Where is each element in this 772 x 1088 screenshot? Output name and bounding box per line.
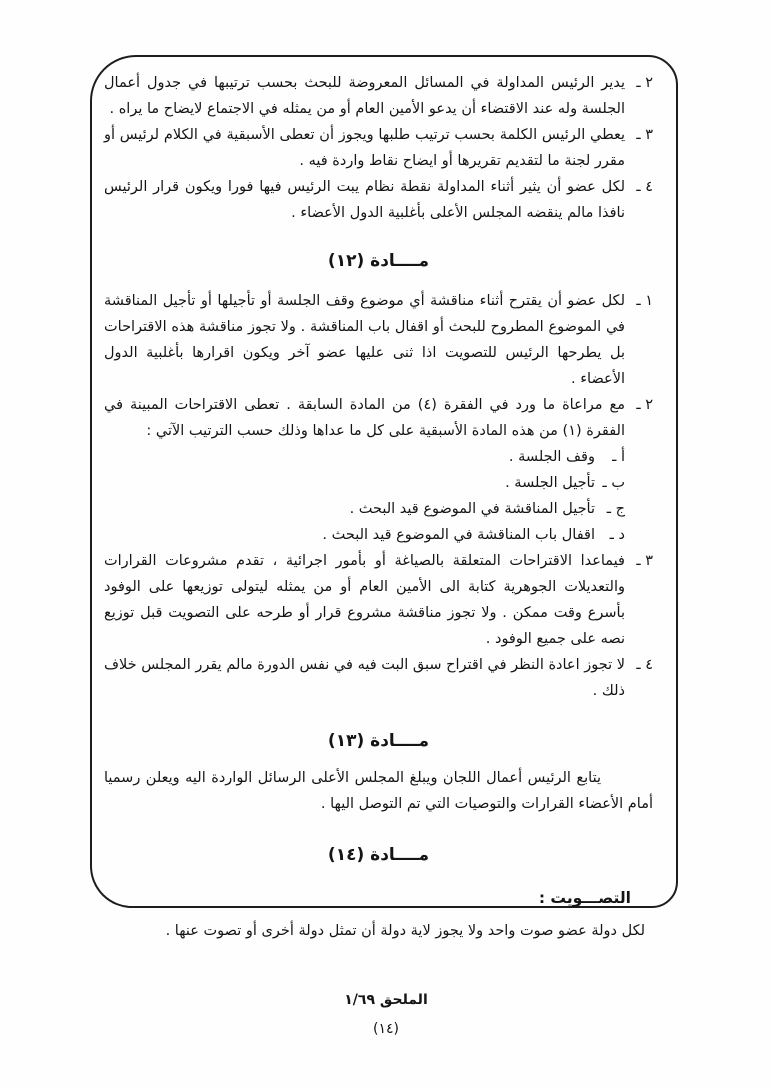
voting-section-label: التصـــويت :: [538, 889, 631, 907]
article-12-heading: مــــادة (١٢): [327, 251, 430, 271]
item-text: لا تجوز اعادة النظر في اقتراح سبق البت فيه في نفس الدورة مالم يقرر المجلس خلاف ذلك .: [104, 657, 625, 699]
intro-list: [104, 70, 653, 226]
sub-item-letter: د ـ: [609, 527, 625, 543]
article-13-paragraph: يتابع الرئيس أعمال اللجان ويبلغ المجلس الأعلى الرسائل الواردة اليه ويعلن رسميا أمام الأعضاء القرارات والتوصيات التي تم التوصل اليها .: [104, 770, 653, 812]
list-item-2: [104, 392, 653, 444]
sub-item-text: اقفال باب المناقشة في الموضوع قيد البحث .: [322, 527, 595, 543]
page-footer: [0, 990, 772, 1039]
sub-item-text: تأجيل الجلسة .: [505, 475, 595, 491]
sub-item-text: وقف الجلسة .: [508, 449, 595, 465]
article-13-heading: مــــادة (١٣): [327, 731, 430, 751]
sub-list-item-c: [104, 496, 625, 522]
list-item-4: [104, 652, 653, 704]
footer-page-number: (١٤): [373, 1021, 399, 1037]
item-text: لكل عضو أن يقترح أثناء مناقشة أي موضوع وقف الجلسة أو تأجيلها أو تأجيل المناقشة في الموضوع المطروح للبحث أو اقفال باب المناقشة . ولا تجوز مناقشة هذه الاقتراحات بل يطرحها الرئيس للتصويت اذا ثنى عليها عضو آخر ويكون اقرارها بأغلبية الدول الأعضاء .: [104, 293, 625, 387]
item-text: يدير الرئيس المداولة في المسائل المعروضة للبحث بحسب ترتيبها في جدول أعمال الجلسة وله عند الاقتضاء أن يدعو الأمين العام أو من يمثله في الاجتماع لايضاح ما يراه .: [104, 75, 625, 117]
item-number: ٢ ـ: [636, 397, 653, 413]
sub-list-item-d: [104, 522, 625, 548]
item-number: ٤ ـ: [636, 179, 653, 195]
item-number: ٢ ـ: [636, 75, 653, 91]
list-item-3: [104, 548, 653, 652]
list-item-3: [104, 122, 653, 174]
sub-item-letter: ب ـ: [602, 475, 625, 491]
sub-item-text: تأجيل المناقشة في الموضوع قيد البحث .: [349, 501, 595, 517]
document-content: [92, 57, 676, 939]
list-item-2: [104, 70, 653, 122]
item-text: لكل عضو أن يثير أثناء المداولة نقطة نظام يبت الرئيس فيها فورا ويكون قرار الرئيس نافذا مالم ينقضه المجلس الأعلى بأغلبية الدول الأعضاء .: [104, 179, 625, 221]
item-text: فيماعدا الاقتراحات المتعلقة بالصياغة أو بأمور اجرائية ، تقدم مشروعات القرارات والتعديلات الجوهرية كتابة الى الأمين العام أو من يمثله ليتولى توزيعها على الوفود بأسرع وقت ممكن . ولا تجوز مناقشة مشروع قرار أو طرحه على التصويت قبل توزيع نصه على جميع الوفود .: [104, 553, 625, 647]
item-text: مع مراعاة ما ورد في الفقرة (٤) من المادة السابقة . تعطى الاقتراحات المبينة في الفقرة (١) من هذه المادة الأسبقية على كل ما عداها وذلك حسب الترتيب الآتي :: [104, 397, 625, 439]
voting-paragraph: لكل دولة عضو صوت واحد ولا يجوز لاية دولة أن تمثل دولة أخرى أو تصوت عنها .: [165, 923, 645, 939]
item-number: ١ ـ: [636, 293, 653, 309]
list-item-4: [104, 174, 653, 226]
footer-annex-label: الملحق ١/٦٩: [344, 992, 428, 1008]
sub-list-item-b: [104, 470, 625, 496]
sub-list-item-a: [104, 444, 625, 470]
article-14-heading: مــــادة (١٤): [327, 845, 430, 865]
item-number: ٣ ـ: [636, 127, 653, 143]
sub-item-letter: ج ـ: [606, 501, 625, 517]
document-border-frame: [90, 55, 678, 939]
article-12-list: [104, 288, 653, 704]
list-item-1: [104, 288, 653, 392]
item-number: ٣ ـ: [636, 553, 653, 569]
item-number: ٤ ـ: [636, 657, 653, 673]
item-text: يعطي الرئيس الكلمة بحسب ترتيب طلبها ويجوز أن تعطى الأسبقية في الكلام لرئيس أو مقرر لجنة ما لتقديم تقريرها أو ايضاح نقاط واردة فيه .: [104, 127, 625, 169]
sub-item-letter: أ ـ: [612, 449, 625, 465]
